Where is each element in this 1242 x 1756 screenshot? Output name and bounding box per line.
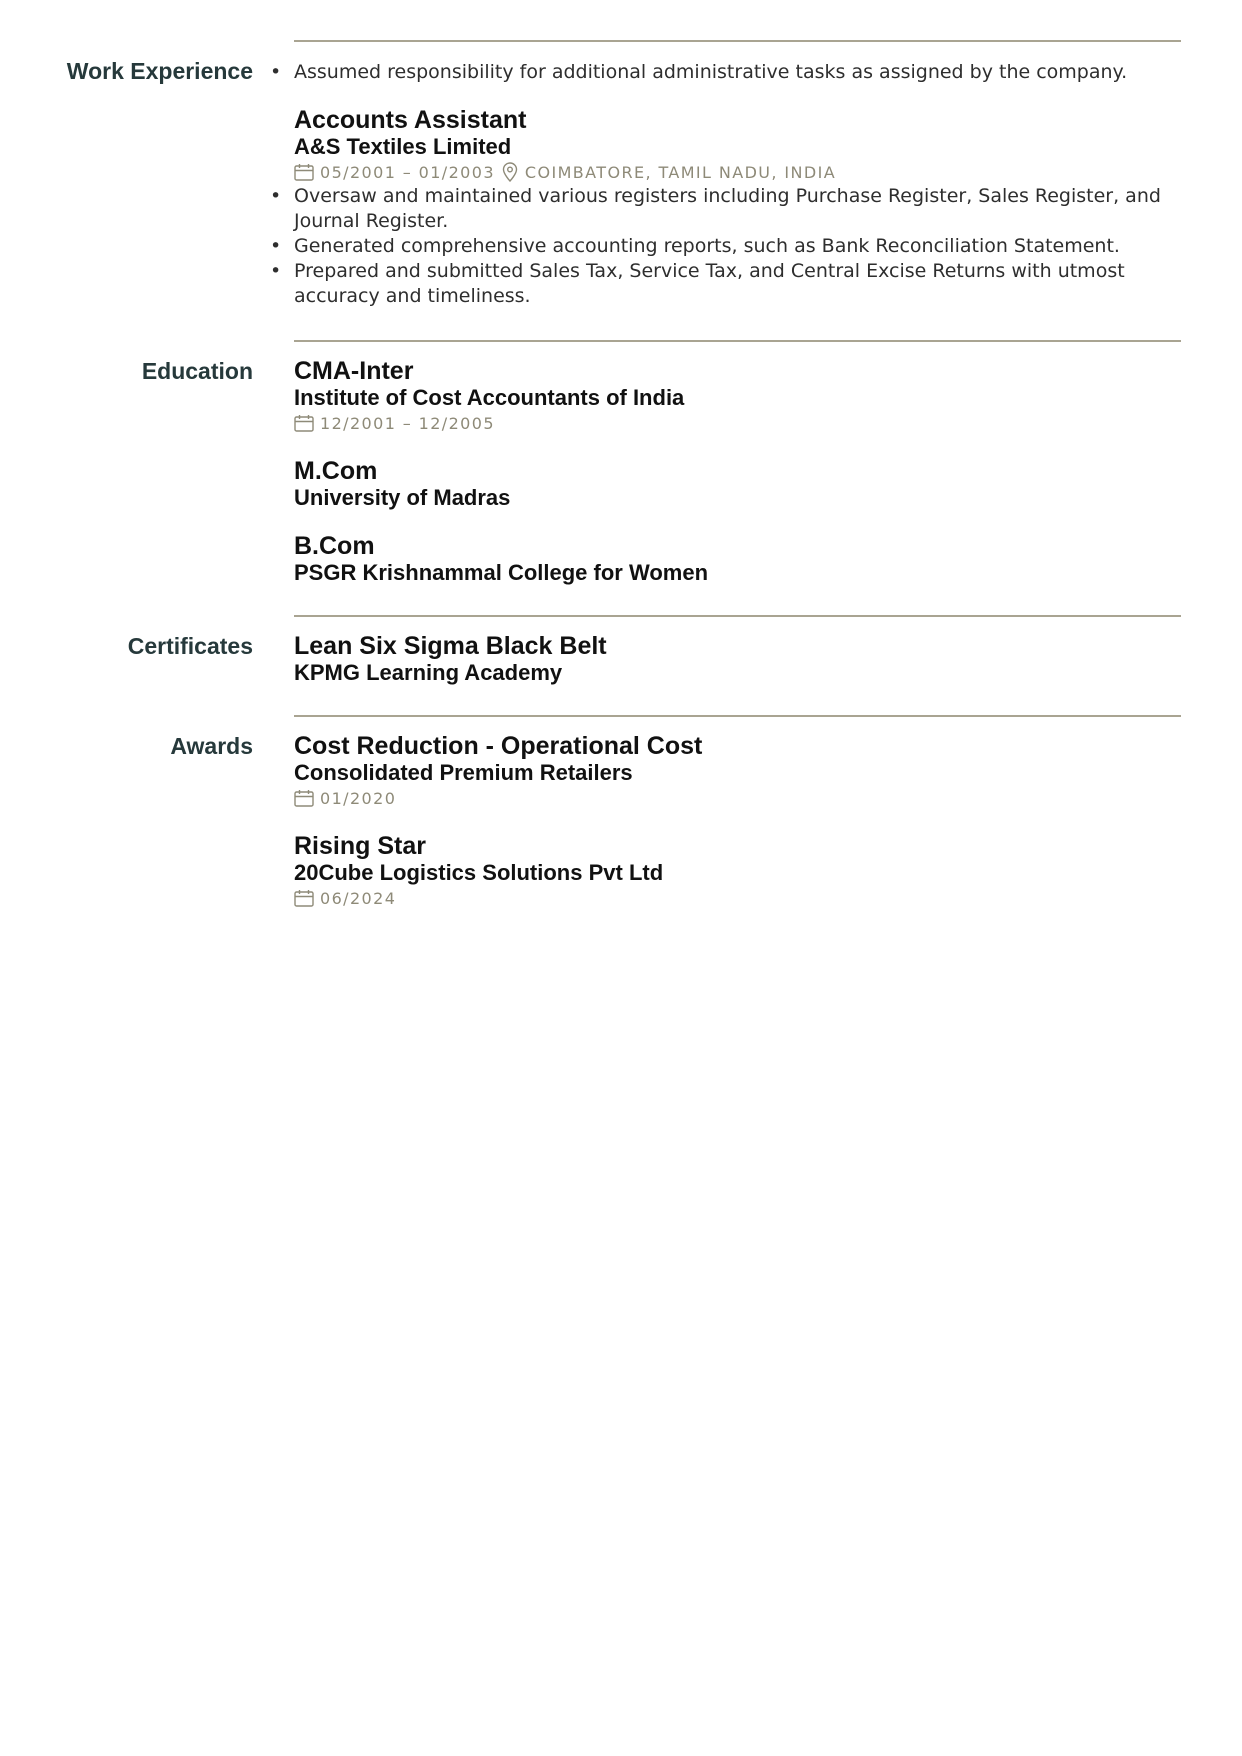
award-meta [294,786,1184,810]
education-entry [294,458,1184,511]
bullet-item: • Assumed responsibility for additional administrative tasks as assigned by the company. [270,61,1128,83]
education-dates: 12/2001 – 12/2005 [320,413,495,433]
award-name: Rising Star [294,832,426,860]
location-pin-icon [501,162,519,182]
bullet-item: • Oversaw and maintained various registers including Purchase Register, Sales Register, and Journal Register. [270,185,1161,232]
section-divider [294,340,1181,342]
calendar-icon [294,789,314,807]
job-location: COIMBATORE, TAMIL NADU, INDIA [524,162,837,182]
education-entry [294,533,1184,586]
education-meta [294,411,1184,435]
award-date: 06/2024 [320,888,397,908]
job-bullets [270,184,1184,309]
school: Institute of Cost Accountants of India [294,385,685,410]
degree: B.Com [294,532,375,560]
section-label-education: Education [141,358,253,384]
award-meta [294,886,1184,910]
calendar-icon [294,889,314,907]
job-entry [270,106,1184,309]
certificate-name: Lean Six Sigma Black Belt [294,632,607,660]
award-issuer: 20Cube Logistics Solutions Pvt Ltd [294,860,664,885]
section-divider [294,615,1181,617]
bullet-item: • Prepared and submitted Sales Tax, Service Tax, and Central Excise Returns with utmost accuracy and timeliness. [270,260,1125,307]
certificate-entry [294,633,1184,686]
degree: CMA-Inter [294,357,414,385]
school: PSGR Krishnammal College for Women [294,560,709,585]
degree: M.Com [294,457,378,485]
bullet-item: • Generated comprehensive accounting reports, such as Bank Reconciliation Statement. [270,235,1120,257]
section-divider [294,40,1181,42]
award-date: 01/2020 [320,788,397,808]
job-meta [294,160,1184,184]
award-issuer: Consolidated Premium Retailers [294,760,633,785]
section-divider [294,715,1181,717]
calendar-icon [294,414,314,432]
section-label-certificates: Certificates [127,633,253,659]
education-entry [294,358,1184,435]
certificate-issuer: KPMG Learning Academy [294,660,563,685]
section-label-awards: Awards [170,733,253,759]
company-name: A&S Textiles Limited [294,134,512,159]
award-name: Cost Reduction - Operational Cost [294,732,703,760]
section-label-work-experience: Work Experience [66,58,253,84]
calendar-icon [294,163,314,181]
award-entry [294,733,1184,810]
award-entry [294,833,1184,910]
previous-job-bullets [270,60,1184,85]
job-dates: 05/2001 – 01/2003 [320,162,495,182]
school: University of Madras [294,485,511,510]
job-title: Accounts Assistant [294,106,527,134]
